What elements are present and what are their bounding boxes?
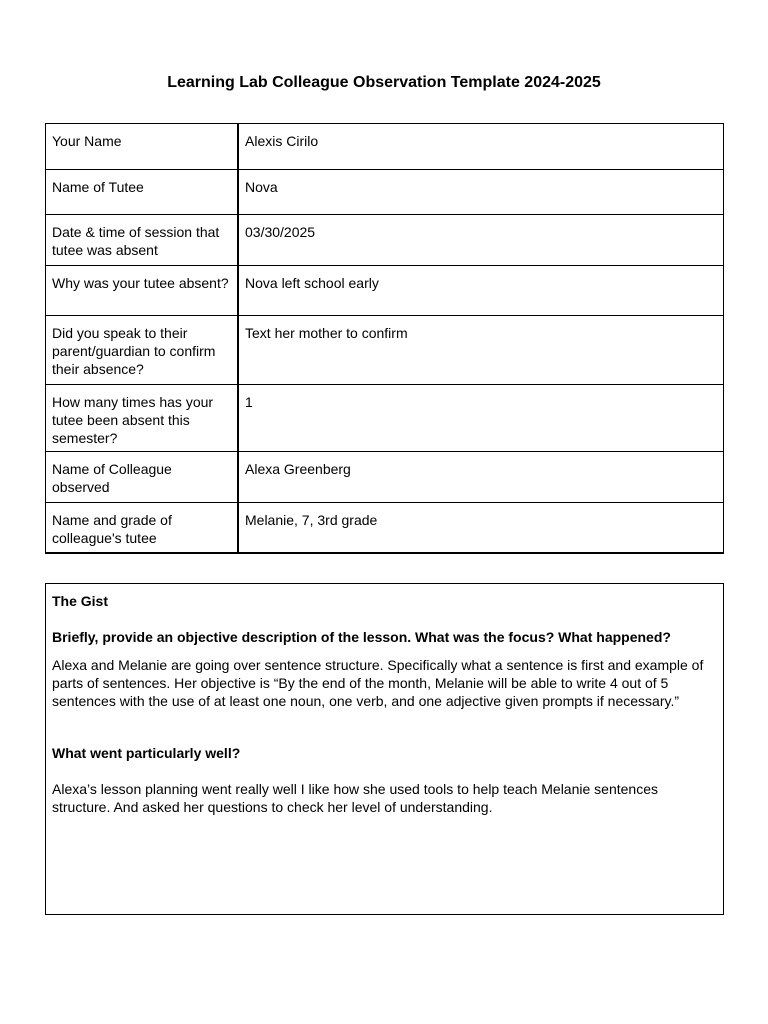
row-value: 03/30/2025: [238, 215, 724, 266]
answer-lesson-description: Alexa and Melanie are going over sentence structure. Specifically what a sentence is first and example of parts of sentences. Her objective is “By the end of the month, Melanie will be able to write 4 out of 5 sentences with the use of at least one noun, one verb, and one adjective given prompts if necessary.”: [52, 657, 704, 709]
row-value: Alexa Greenberg: [238, 452, 724, 503]
table-row: [46, 503, 724, 553]
question-went-well: What went particularly well?: [52, 745, 241, 761]
table-row: [46, 170, 724, 215]
table-row: [46, 215, 724, 266]
table-row: [46, 124, 724, 170]
table-row: [46, 452, 724, 503]
row-value: Nova: [238, 170, 724, 215]
answer-went-well: Alexa’s lesson planning went really well I like how she used tools to help teach Melanie sentences structure. And asked her questions to check her level of understanding.: [52, 781, 658, 815]
row-value: 1: [238, 385, 724, 452]
gist-section: [45, 583, 724, 915]
gist-heading: The Gist: [52, 593, 109, 609]
row-label: How many times has your tutee been absent this semester?: [46, 385, 239, 452]
table-row: [46, 385, 724, 452]
row-label: Name of Tutee: [46, 170, 239, 215]
document-title: Learning Lab Colleague Observation Template 2024-2025: [167, 74, 601, 91]
row-label: Date & time of session that tutee was absent: [46, 215, 239, 266]
row-value: Melanie, 7, 3rd grade: [238, 503, 724, 553]
row-label: Name and grade of colleague's tutee: [46, 503, 239, 553]
row-label: Did you speak to their parent/guardian to confirm their absence?: [46, 316, 239, 385]
question-lesson-description: Briefly, provide an objective description of the lesson. What was the focus? What happened?: [52, 629, 671, 645]
session-info-table: [45, 123, 724, 554]
table-row: [46, 316, 724, 385]
row-label: Your Name: [46, 124, 239, 170]
table-row: [46, 266, 724, 316]
row-label: Name of Colleague observed: [46, 452, 239, 503]
row-label: Why was your tutee absent?: [46, 266, 239, 316]
row-value: Text her mother to confirm: [238, 316, 724, 385]
row-value: Alexis Cirilo: [238, 124, 724, 170]
row-value: Nova left school early: [238, 266, 724, 316]
